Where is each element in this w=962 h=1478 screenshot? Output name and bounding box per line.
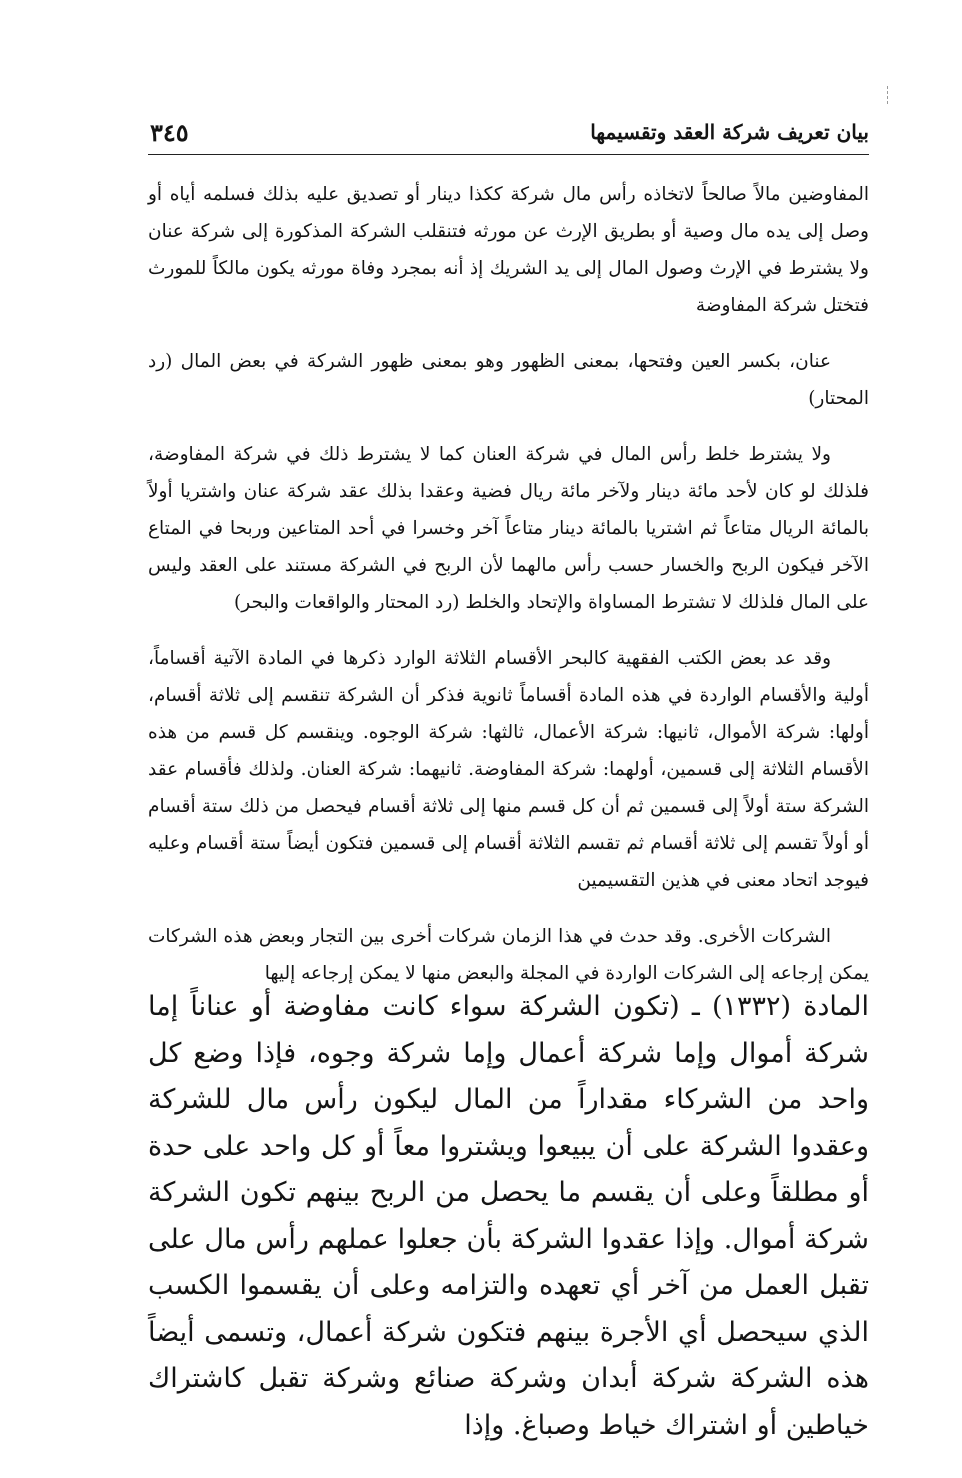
footnote-paragraph: عنان، بكسر العين وفتحها، بمعنى الظهور وهو بمعنى ظهور الشركة في بعض المال (رد المحتار): [148, 351, 869, 409]
page-number: ٣٤٥: [150, 118, 189, 147]
article-text: المادة (١٣٣٢) ـ (تكون الشركة سواء كانت مفاوضة أو عناناً إما شركة أموال وإما شركة أعمال وإما شركة وجوه، فإذا وضع كل واحد من الشركاء مقداراً من المال ليكون رأس مال للشركة وعقدوا الشركة على أن يبيعوا ويشتروا معاً أو كل واحد على حدة أو مطلقاً وعلى أن يقسم ما يحصل من الربح بينهم تكون الشركة شركة أموال. وإذا عقدوا الشركة بأن جعلوا عملهم رأس مال على تقبل العمل من آخر أي تعهده والتزامه وعلى أن يقسموا الكسب الذي سيحصل أي الأجرة بينهم فتكون شركة أعمال، وتسمى أيضاً هذه الشركة شركة أبدان وشركة صنائع وشركة تقبل كاشتراك خياطين أو اشتراك خياط وصباغ. وإذا: [148, 991, 869, 1441]
margin-mark: [887, 86, 890, 104]
running-header: [148, 112, 869, 155]
footnote-paragraph: وقد عد بعض الكتب الفقهية كالبحر الأقسام الثلاثة الوارد ذكرها في المادة الآتية أقساماً، أولية والأقسام الواردة في هذه المادة أقساماً ثانوية فذكر أن الشركة تنقسم إلى ثلاثة أقسام، أولها: شركة الأموال، ثانيها: شركة الأعمال، ثالثها: شركة الوجوه. وينقسم كل قسم من هذه الأقسام الثلاثة إلى قسمين، أولهما: شركة المفاوضة. ثانيهما: شركة العنان. ولذلك فأقسام عقد الشركة ستة أولاً إلى قسمين ثم أن كل قسم منها إلى ثلاثة أقسام فيحصل من ذلك ستة أقسام أو أولاً تقسم إلى ثلاثة أقسام ثم تقسم الثلاثة أقسام إلى قسمين فتكون أيضاً ستة أقسام وعليه فيوجد اتحاد معنى في هذين التقسيمين: [148, 648, 869, 891]
header-title: بيان تعريف شركة العقد وتقسيمها: [590, 120, 869, 144]
footnote-paragraph: المفاوضين مالاً صالحاً لاتخاذه رأس مال شركة ككذا دينار أو تصديق عليه بذلك فسلمه أياه أو وصل إلى يده مال وصية أو بطريق الإرث عن مورثه فتنقلب الشركة المذكورة إلى شركة عنان ولا يشترط في الإرث وصول المال إلى يد الشريك إذ أنه بمجرد وفاة مورثه يكون مالكاً للمورث فتختل شركة المفاوضة: [148, 184, 869, 316]
footnotes-section: [148, 176, 869, 1011]
footnote-paragraph: الشركات الأخرى. وقد حدث في هذا الزمان شركات أخرى بين التجار وبعض هذه الشركات يمكن إرجاعه إلى الشركات الواردة في المجلة والبعض منها لا يمكن إرجاعه إليها: [148, 926, 869, 984]
footnote-paragraph: ولا يشترط خلط رأس المال في شركة العنان كما لا يشترط ذلك في شركة المفاوضة، فلذلك لو كان لأحد مائة دينار ولآخر مائة ريال فضية وعقدا بذلك عقد شركة عنان واشتريا أولاً بالمائة الريال متاعاً ثم اشتريا بالمائة دينار متاعاً آخر وخسرا في أحد المتاعين وربحا في المتاع الآخر فيكون الربح والخسار حسب رأس مالهما لأن الربح في الشركة مستند على العقد وليس على المال فلذلك لا تشترط المساواة والإتحاد والخلط (رد المحتار والواقعات والبحر): [148, 444, 869, 613]
